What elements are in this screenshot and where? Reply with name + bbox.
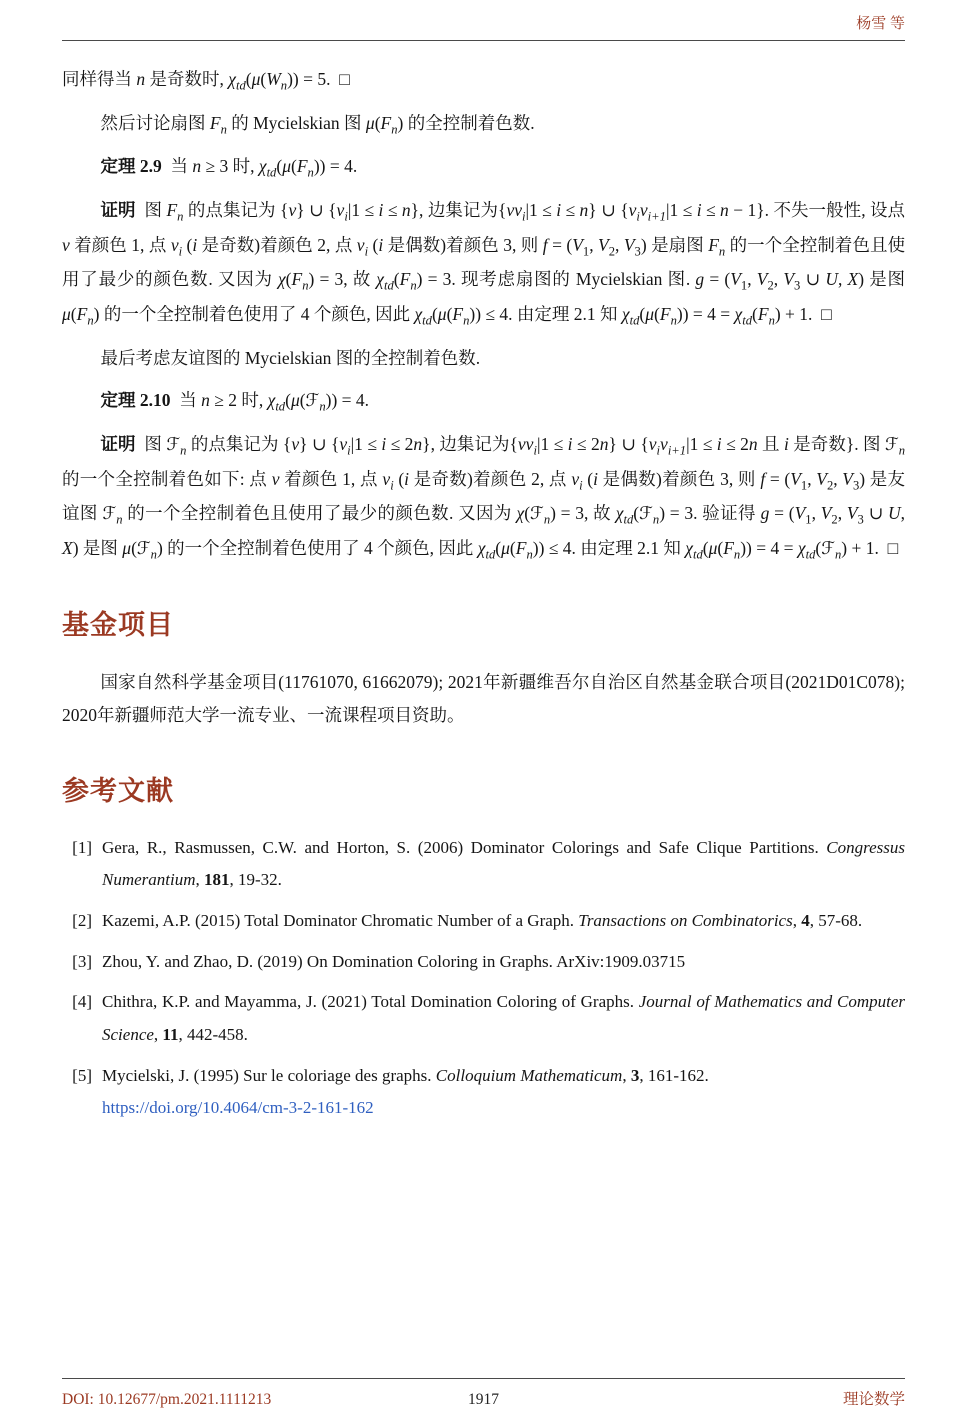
page-footer xyxy=(62,1378,905,1409)
paragraph-fan-intro: 然后讨论扇图 $F_n$ 的 Mycielskian 图 $\mu(F_n)$ 的全控制着色数. xyxy=(100,112,535,137)
footer-journal: 理论数学 xyxy=(842,1391,905,1408)
theorem-2-10: 定理 2.10 当 n ≥ 2 时, $\chi_{td}(\mu(ℱ_n)) = 4$. xyxy=(100,390,370,414)
reference-item xyxy=(62,986,905,1051)
reference-text: Zhou, Y. and Zhao, D. (2019) On Domination Coloring in Graphs. ArXiv:1909.03715 xyxy=(102,951,686,971)
reference-number: [2] xyxy=(72,911,92,931)
reference-item xyxy=(62,905,905,938)
reference-text: Mycielski, J. (1995) Sur le coloriage des graphs. Colloquium Mathematicum, 3, 161-162. https://doi.org/10.4064/cm-3-2-161-162 xyxy=(102,1065,709,1118)
reference-item xyxy=(62,1060,905,1125)
paragraph-friendship-intro: 最后考虑友谊图的 Mycielskian 图的全控制着色数. xyxy=(100,347,481,368)
reference-text: Chithra, K.P. and Mayamma, J. (2021) Total Domination Coloring of Graphs. Journal of Mathematics and Computer Science, 11, 442-458. xyxy=(102,992,906,1044)
section-title-funding: 基金项目 xyxy=(62,609,174,640)
footer-page-number: 1917 xyxy=(468,1391,499,1408)
section-title-references: 参考文献 xyxy=(62,775,174,806)
paper-body xyxy=(62,41,905,1125)
reference-text: Gera, R., Rasmussen, C.W. and Horton, S. (2006) Dominator Colorings and Safe Clique Partitions. Congressus Numerantium, 181, 19-32. xyxy=(102,837,905,890)
reference-text: Kazemi, A.P. (2015) Total Dominator Chromatic Number of a Graph. Transactions on Combinatorics, 4, 57-68. xyxy=(102,911,863,931)
theorem-2-9: 定理 2.9 当 n ≥ 3 时, $\chi_{td}(\mu(F_n)) = 4$. xyxy=(100,156,358,180)
paragraph-wn-conclusion: 同样得当 n 是奇数时, $\chi_{td}(\mu(W_n)) = 5$. □ xyxy=(62,69,350,93)
running-head-author: 杨雪 等 xyxy=(856,16,905,32)
reference-number: [5] xyxy=(72,1065,92,1085)
reference-number: [1] xyxy=(72,837,92,857)
running-header xyxy=(62,0,905,33)
reference-number: [3] xyxy=(72,951,92,971)
reference-list xyxy=(62,832,905,1125)
proof-2-9: 证明 图 $F_n$ 的点集记为 {v} ∪ $\{v_i|1 \le i \le n\}$, 边集记为$\{vv_i|1 \le i \le n\}$ ∪ $\{v_iv_{i+1}|1 \le i \le n - 1\}$. 不失一般性, 设点 v 着颜色 1, 点 $v_i$ (i 是奇数)着颜色 2, 点 $v_i$ (i 是偶数)着颜色 3, 则 $f = (V_1$, $V_2$, $V_3$) 是扇图 $F_n$ 的一个全控制着色且使用了最少的颜色数. 又因为 $\chi(F_n) = 3$, 故 $\chi_{td}(F_n) = 3$. 现考虑扇图的 Mycielskian 图. $g = (V_1$, $V_2$, $V_3$ ∪ U, X) 是图 $\mu(F_n)$ 的一个全控制着色使用了 4 个颜色, 因此 $\chi_{td}(\mu(F_n)) \le 4$. 由定理 2.1 知 $\chi_{td}(\mu(F_n)) = 4 = \chi_{td}(F_n) + 1$. □ xyxy=(62,200,906,328)
reference-item xyxy=(62,946,905,979)
funding-paragraph: 国家自然科学基金项目(11761070, 61662079); 2021年新疆维吾尔自治区自然基金联合项目(2021D01C078); 2020年新疆师范大学一流专业、一流课程项目资助。 xyxy=(62,671,905,726)
proof-2-10: 证明 图 ℱ$_n$ 的点集记为 {v} ∪ $\{v_i|1 \le i \le 2n\}$, 边集记为$\{vv_i|1 \le i \le 2n\}$ ∪ {$v_iv_{i+1}|1 \le i \le 2n$ 且 i 是奇数}. 图 ℱ$_n$ 的一个全控制着色如下: 点 v 着颜色 1, 点 $v_i$ (i 是奇数)着颜色 2, 点 $v_i$ (i 是偶数)着颜色 3, 则 $f = (V_1$, $V_2$, $V_3$) 是友谊图 ℱ$_n$ 的一个全控制着色且使用了最少的颜色数. 又因为 χ(ℱ$_n$) = 3, 故 $\chi_{td}(ℱ_n) = 3$. 验证得 $g = (V_1$, $V_2$, $V_3$ ∪ U, X) 是图 μ(ℱ$_n$) 的一个全控制着色使用了 4 个颜色, 因此 $\chi_{td}(\mu(F_n)) \le 4$. 由定理 2.1 知 $\chi_{td}(\mu(F_n)) = 4$ = $\chi_{td}(ℱ_n) + 1$. □ xyxy=(62,433,906,562)
footer-doi: DOI: 10.12677/pm.2021.1111213 xyxy=(62,1391,272,1408)
reference-item xyxy=(62,832,905,897)
reference-doi-link[interactable]: https://doi.org/10.4064/cm-3-2-161-162 xyxy=(102,1098,374,1118)
reference-number: [4] xyxy=(72,992,92,1012)
